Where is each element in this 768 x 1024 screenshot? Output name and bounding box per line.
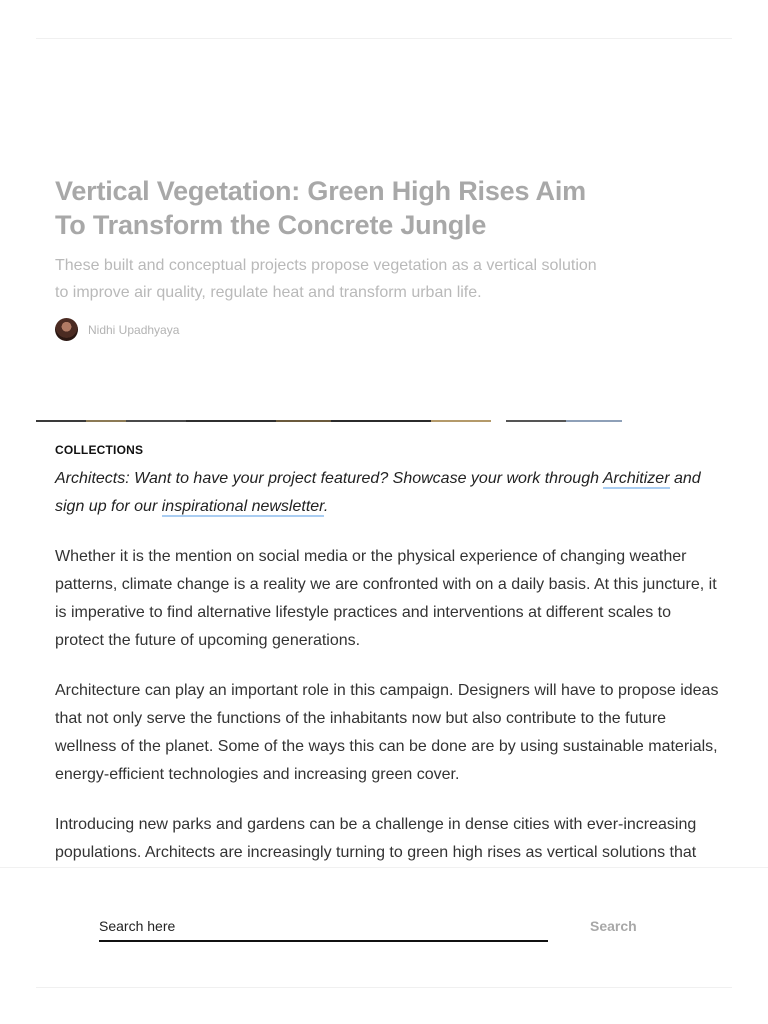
architizer-link[interactable]: Architizer <box>602 470 670 487</box>
author-name[interactable]: Nidhi Upadhyaya <box>88 322 180 337</box>
article-body <box>55 443 720 867</box>
featured-intro: Architects: Want to have your project featured? Showcase your work through Architizer and sign up for our inspirational newsletter. <box>55 470 701 515</box>
article-subtitle: These built and conceptual projects propose vegetation as a vertical solution to improve air quality, regulate heat and transform urban life. <box>55 257 597 301</box>
article-title: Vertical Vegetation: Green High Rises Aim To Transform the Concrete Jungle <box>55 176 586 240</box>
top-divider <box>36 38 732 39</box>
search-bar <box>0 867 768 988</box>
paragraph-3: Introducing new parks and gardens can be a challenge in dense cities with ever-increasing populations. Architects are increasingly turning to green high rises as vertical solutions that <box>55 816 697 861</box>
paragraph-2: Architecture can play an important role in this campaign. Designers will have to propose ideas that not only serve the functions of the inhabitants now but also contribute to the future wellness of the planet. Some of the ways this can be done are by using sustainable materials, energy-efficient technologies and increasing green cover. <box>55 682 719 783</box>
author-avatar[interactable] <box>55 318 78 341</box>
collections-label[interactable]: COLLECTIONS <box>55 443 144 457</box>
bottom-divider <box>36 987 732 988</box>
author-byline[interactable] <box>55 318 615 341</box>
paragraph-1: Whether it is the mention on social media or the physical experience of changing weather patterns, climate change is a reality we are confronted with on a daily basis. At this juncture, it is imperative to find alternative lifestyle practices and interventions at different scales to protect the future of upcoming generations. <box>55 548 717 649</box>
article-header <box>55 174 615 341</box>
search-input[interactable] <box>99 912 548 942</box>
newsletter-link[interactable]: inspirational newsletter <box>161 498 324 515</box>
hero-image-edge <box>36 420 732 422</box>
search-button[interactable]: Search <box>590 918 637 934</box>
